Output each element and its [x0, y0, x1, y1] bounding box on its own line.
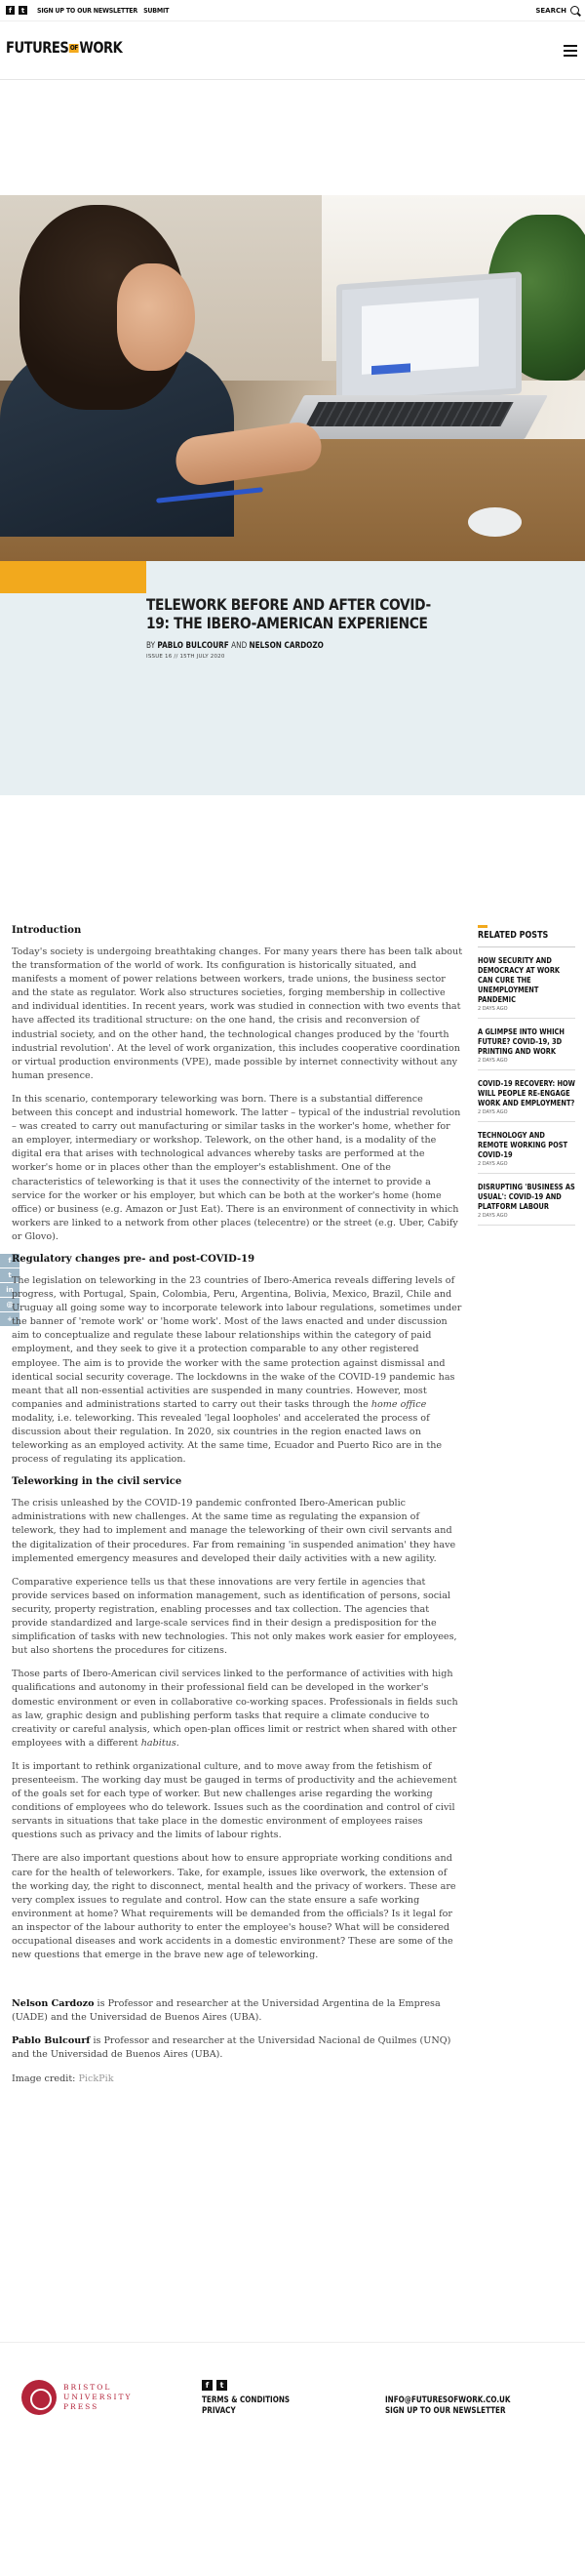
section-heading: Teleworking in the civil service	[12, 1476, 182, 1488]
paragraph: There are also important questions about how to ensure appropriate working conditions and care for the health of teleworkers. Take, for example, issues like overwork, the extension of the working day, the right to disconnect, mental health and the privacy of workers. These are very complex issues to regulate and control. How can the state ensure a safe working environment at home? What requirements will be demanded from the officials? Is it legal for an inspector of the labour authority to enter the employee's house? What will be considered occupational diseases and work accidents in a domestic environment? These are some of the new questions that emerge in the brave new age of teleworking.	[12, 1853, 456, 1961]
footer-newsletter-link[interactable]: SIGN UP TO OUR NEWSLETTER	[385, 2406, 506, 2416]
newsletter-signup-link[interactable]: SIGN UP TO OUR NEWSLETTER	[37, 6, 138, 15]
related-posts	[478, 925, 575, 1226]
accent-bar	[0, 561, 146, 593]
search-control[interactable]	[535, 6, 579, 15]
author-link-bulcourf[interactable]: PABLO BULCOURF	[157, 641, 229, 651]
publisher-seal-icon	[21, 2380, 57, 2415]
site-footer	[0, 2342, 585, 2576]
paragraph: It is important to rethink organizational culture, and to move away from the fetishism of presenteeism. The working day must be gauged in terms of productivity and the achievement of the goals set for each type of worker. But new challenges arise regarding the working conditions of employees who do telework. Issues such as the coordination and control of civil servants in situations that take place in the domestic environment of employees raises questions such as privacy and the limits of labour rights.	[12, 1760, 457, 1841]
search-icon[interactable]	[570, 6, 579, 15]
footer-social	[202, 2380, 231, 2391]
publisher-logo[interactable]: BRISTOL UNIVERSITY PRESS	[21, 2380, 132, 2415]
related-posts-heading: RELATED POSTS	[478, 930, 575, 947]
author-link-cardozo[interactable]: NELSON CARDOZO	[249, 641, 324, 651]
related-post[interactable]: COVID-19 RECOVERY: HOW WILL PEOPLE RE-ENGAGE WORK AND EMPLOYMENT? 2 DAYS AGO	[478, 1070, 575, 1122]
image-credit-link[interactable]: PickPik	[78, 2073, 114, 2084]
top-bar	[0, 0, 585, 21]
menu-icon[interactable]	[564, 45, 577, 60]
image-credit: Image credit: PickPik	[12, 2073, 114, 2084]
paragraph: Those parts of Ibero-American civil services linked to the performance of activities with high qualifications and autonomy in their professional field can be developed in the worker's domestic environment or even in collaborative co-working spaces. Professionals in fields such as law, graphic design and publishing perform tasks that require a climate conducive to creativity or careful analysis, which open-plan offices limit or restrict when shared with other employees with a different habitus.	[12, 1669, 458, 1749]
paragraph: The crisis unleashed by the COVID-19 pandemic confronted Ibero-American public administrations with new challenges. At the same time as regulating the expansion of telework, they had to implement and manage the teleworking of their own civil servants and the digitalization of their procedures. Far from remaining 'in suspended animation' they have implemented emergency measures and developed their daily activities with a new agility.	[12, 1498, 456, 1564]
paragraph: The legislation on teleworking in the 23 countries of Ibero-America reveals differing levels of progress, with Portugal, Spain, Colombia, Peru, Argentina, Bolivia, Mexico, Brazil, Chile and Uruguay all going some way to incorporate telework into labour regulations, sometimes under the banner of 'remote work' or 'home work'. Most of the laws enacted and under discussion aim to conceptualize and regulate these labour relationships within the category of paid employment, and they seek to give it a protection comparable to any other registered employee. The aim is to provide the worker with the same protection against dismissal and identical social security coverage. The lockdowns in the wake of the COVID-19 pandemic has meant that all non-essential activities are suspended in many countries. However, most companies and administrations started to carry out their tasks through the home office modality, i.e. teleworking. This revealed 'legal loopholes' and accelerated the process of discussion about their regulation. In 2020, six countries in the region enacted laws on teleworking as an employed activity. At the same time, Ecuador and Puerto Rico are in the process of regulating its application.	[12, 1274, 462, 1466]
issue-date: ISSUE 16 // 15TH JULY 2020	[146, 654, 225, 660]
article-byline	[146, 641, 524, 651]
footer-links	[202, 2395, 312, 2417]
paragraph: Comparative experience tells us that these innovations are very fertile in agencies that provide services based on information management, such as identification of persons, social security, property registration, enabling processes and tax collection. The agencies that provide standardized and large-scale services find in their design a predisposition for the simplification of tasks with new technologies. This not only makes work easier for employees, but also shortens the procedures for citizens.	[12, 1576, 457, 1657]
share-more-icon[interactable]: +	[0, 1312, 20, 1326]
logo-text-work: WORK	[79, 38, 123, 57]
related-post[interactable]: TECHNOLOGY AND REMOTE WORKING POST COVID-19 2 DAYS AGO	[478, 1122, 575, 1174]
footer-facebook-icon[interactable]: f	[202, 2380, 213, 2391]
twitter-icon[interactable]: t	[19, 6, 27, 15]
search-label[interactable]: SEARCH	[535, 6, 566, 15]
related-post[interactable]: DISRUPTING 'BUSINESS AS USUAL': COVID-19 AND PLATFORM LABOUR 2 DAYS AGO	[478, 1174, 575, 1226]
email-link[interactable]: INFO@FUTURESOFWORK.CO.UK	[385, 2395, 511, 2405]
terms-link[interactable]: TERMS & CONDITIONS	[202, 2395, 291, 2405]
related-post[interactable]: HOW SECURITY AND DEMOCRACY AT WORK CAN CURE THE UNEMPLOYMENT PANDEMIC 2 DAYS AGO	[478, 947, 575, 1019]
logo-text-of: OF	[69, 44, 78, 52]
share-facebook-icon[interactable]: f	[0, 1254, 20, 1268]
section-heading: Introduction	[12, 925, 82, 936]
paragraph: Today's society is undergoing breathtaking changes. For many years there has been talk about the transformation of the world of work. Its configuration is historically situated, and manifests a moment of power relations between workers, trade unions, the business sector and the state as regulator. Work also structures societies, forging membership in collective and individual identities. In recent years, work was studied in connection with two events that have affected its traditional structure: on the one hand, the crisis and reconversion of industrial society, and on the other hand, the technological changes produced by the 'fourth industrial revolution'. At the level of work organization, this includes cooperative coordination or virtual production environments (VPE), made possible by internet connectivity without any human presence.	[12, 946, 463, 1081]
site-logo[interactable]	[6, 38, 122, 57]
byline-and: AND	[231, 641, 248, 651]
privacy-link[interactable]: PRIVACY	[202, 2406, 236, 2416]
footer-twitter-icon[interactable]: t	[216, 2380, 227, 2391]
submit-link[interactable]: SUBMIT	[143, 6, 170, 15]
author-bio: Nelson Cardozo is Professor and researcher at the Universidad Argentina de la Empresa (UADE) and the Universidad de Buenos Aires (UBA).	[12, 1998, 441, 2024]
section-heading: Regulatory changes pre- and post-COVID-19	[12, 1253, 255, 1265]
author-bio: Pablo Bulcourf is Professor and researcher at the Universidad Nacional de Quilmes (UNQ) and the Universidad de Buenos Aires (UBA).	[12, 2035, 451, 2061]
footer-contact	[385, 2395, 542, 2417]
share-twitter-icon[interactable]: t	[0, 1268, 20, 1282]
facebook-icon[interactable]: f	[6, 6, 15, 15]
related-post[interactable]: A GLIMPSE INTO WHICH FUTURE? COVID-19, 3D PRINTING AND WORK 2 DAYS AGO	[478, 1019, 575, 1070]
article-body	[12, 925, 463, 2096]
paragraph: In this scenario, contemporary teleworking was born. There is a substantial difference between this concept and industrial homework. The latter – typical of the industrial revolution – was created to carry out manufacturing or similar tasks in the worker's home, whether for an employer, intermediary or workshop. Telework, on the other hand, is a modality of the digital era that arises with technological advances whereby tasks are performed at the worker's home or in places other than the employer's establishment. One of the characteristics of teleworking is that it uses the connectivity of the internet to provide a service for the worker or his employer, but which can be both at the worker's home (home office) or business (e.g. Amazon or Just Eat). There is an environment of connectivity in which workers are linked to a network from other places (telecentre) or the street (e.g. Uber, Cabify or Glovo).	[12, 1093, 461, 1242]
logo-text-futures: FUTURES	[6, 38, 69, 57]
article-header	[146, 561, 585, 678]
byline-by: BY	[146, 641, 156, 651]
share-email-icon[interactable]: @	[0, 1298, 20, 1311]
article-title: TELEWORK BEFORE AND AFTER COVID-19: THE IBERO-AMERICAN EXPERIENCE	[146, 595, 431, 632]
share-linkedin-icon[interactable]: in	[0, 1283, 20, 1297]
hero-image	[0, 195, 585, 561]
site-header	[0, 21, 585, 80]
